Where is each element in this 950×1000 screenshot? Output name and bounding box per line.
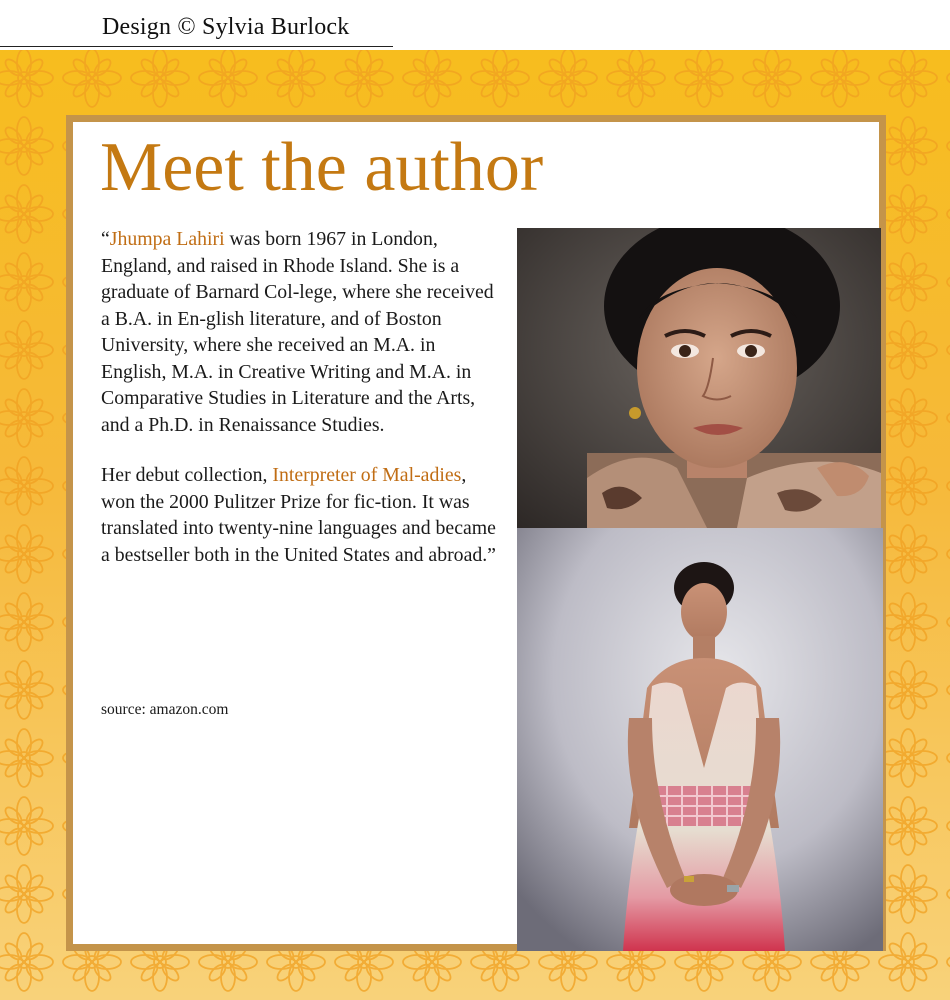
source-credit: source: amazon.com xyxy=(101,701,229,718)
credit-underline xyxy=(0,46,393,47)
bio-paragraph-1-text: was born 1967 in London, England, and raised in Rhode Island. She is a graduate of Barnard Col-lege, where she received a B.A. in En-glish literature, and of Boston University, where she received an M.A. in English, M.A. in Creative Writing and M.A. in Comparative Studies in Literature and the Arts, and a Ph.D. in Renaissance Studies. xyxy=(101,228,494,436)
bio-paragraph-1 xyxy=(101,226,501,438)
bio-paragraph-2-start: Her debut collection, xyxy=(101,464,273,486)
opening-quote: “ xyxy=(101,228,110,250)
bio-paragraph-2 xyxy=(101,462,501,568)
author-portrait-full xyxy=(517,528,883,951)
author-portrait-closeup xyxy=(517,228,881,528)
designer-credit: Design © Sylvia Burlock xyxy=(102,14,350,40)
bio-paragraph-2-text: , won the 2000 Pulitzer Prize for fic-tion. It was translated into twenty-nine languages and became a bestseller both in the United States and abroad.” xyxy=(101,464,496,566)
page-title: Meet the author xyxy=(100,129,544,206)
author-name: Jhumpa Lahiri xyxy=(109,228,225,250)
portrait-closeup-image xyxy=(517,228,881,528)
portrait-full-image xyxy=(517,528,883,951)
book-title: Interpreter of Mal-adies xyxy=(272,464,462,486)
credit-bar xyxy=(0,0,950,50)
author-bio xyxy=(101,226,501,592)
